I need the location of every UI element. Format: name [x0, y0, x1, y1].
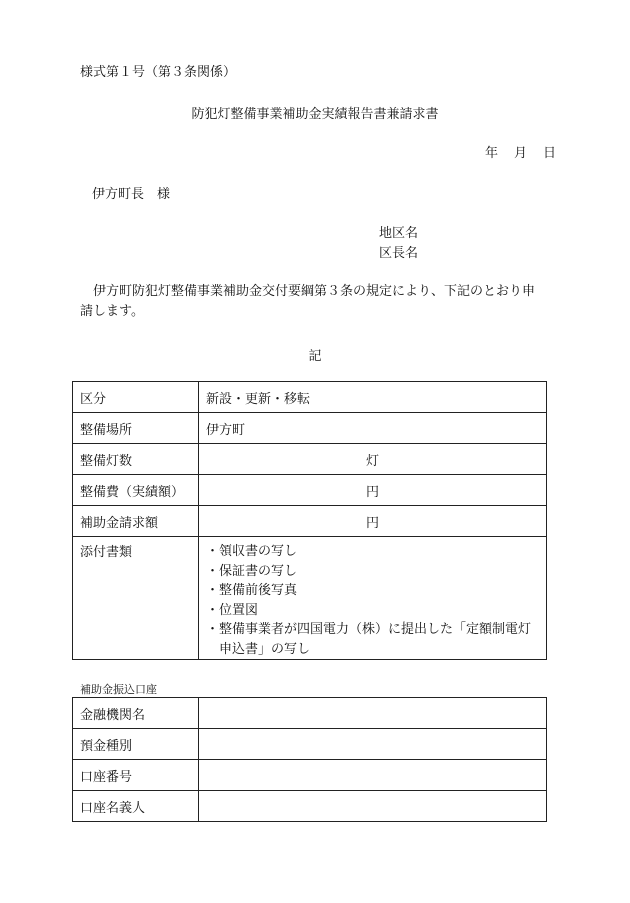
table-row: [73, 698, 547, 729]
bank-account-caption: 補助金振込口座: [80, 683, 157, 696]
table-row: [73, 537, 547, 660]
bank-value-account-holder[interactable]: [199, 791, 547, 822]
date-year-label: 年: [485, 146, 499, 161]
bank-value-institution[interactable]: [199, 698, 547, 729]
table-row: [73, 444, 547, 475]
bank-label-deposit-type: 預金種別: [73, 729, 199, 760]
row-label-category: 区分: [73, 382, 199, 413]
row-label-attachments: 添付書類: [73, 537, 199, 660]
bank-label-account-number: 口座番号: [73, 760, 199, 791]
table-row: [73, 791, 547, 822]
report-table: [72, 381, 547, 660]
row-value-cost: 円: [199, 475, 547, 506]
bank-label-institution: 金融機関名: [73, 698, 199, 729]
table-row: [73, 382, 547, 413]
row-value-attachments: [199, 537, 547, 660]
list-item: ・領収書の写し: [206, 544, 298, 559]
table-row: [73, 506, 547, 537]
attachment-list: [206, 541, 539, 659]
body-text: 伊方町防犯灯整備事業補助金交付要綱第３条の規定により、下記のとおり申請します。: [80, 284, 536, 319]
row-label-claim-amount: 補助金請求額: [73, 506, 199, 537]
bank-account-table: [72, 697, 547, 822]
ki-heading: 記: [308, 349, 322, 364]
addressee: 伊方町長 様: [92, 187, 171, 202]
table-row: [73, 729, 547, 760]
district-name-label: 地区名: [379, 226, 419, 241]
date-day-label: 日: [543, 146, 557, 161]
list-item: ・整備前後写真: [206, 583, 298, 598]
row-value-light-count: 灯: [199, 444, 547, 475]
table-row: [73, 475, 547, 506]
list-item: ・保証書の写し: [206, 563, 298, 579]
row-value-location: 伊方町: [199, 413, 547, 444]
date-line: [485, 142, 556, 161]
bank-value-deposit-type[interactable]: [199, 729, 547, 760]
list-item: ・整備事業者が四国電力（株）に提出した「定額制電灯申込書」の写し: [206, 622, 532, 657]
date-month-label: 月: [514, 146, 528, 161]
row-label-light-count: 整備灯数: [73, 444, 199, 475]
row-label-cost: 整備費（実績額）: [73, 475, 199, 506]
bank-value-account-number[interactable]: [199, 760, 547, 791]
row-value-claim-amount: 円: [199, 506, 547, 537]
row-label-location: 整備場所: [73, 413, 199, 444]
form-number: 様式第１号（第３条関係）: [80, 65, 237, 80]
list-item: ・位置図: [206, 602, 259, 618]
document-title: 防犯灯整備事業補助金実績報告書兼請求書: [191, 107, 439, 122]
table-row: [73, 413, 547, 444]
district-chief-label: 区長名: [379, 246, 419, 261]
bank-label-account-holder: 口座名義人: [73, 791, 199, 822]
row-value-category: 新設・更新・移転: [199, 382, 547, 413]
table-row: [73, 760, 547, 791]
